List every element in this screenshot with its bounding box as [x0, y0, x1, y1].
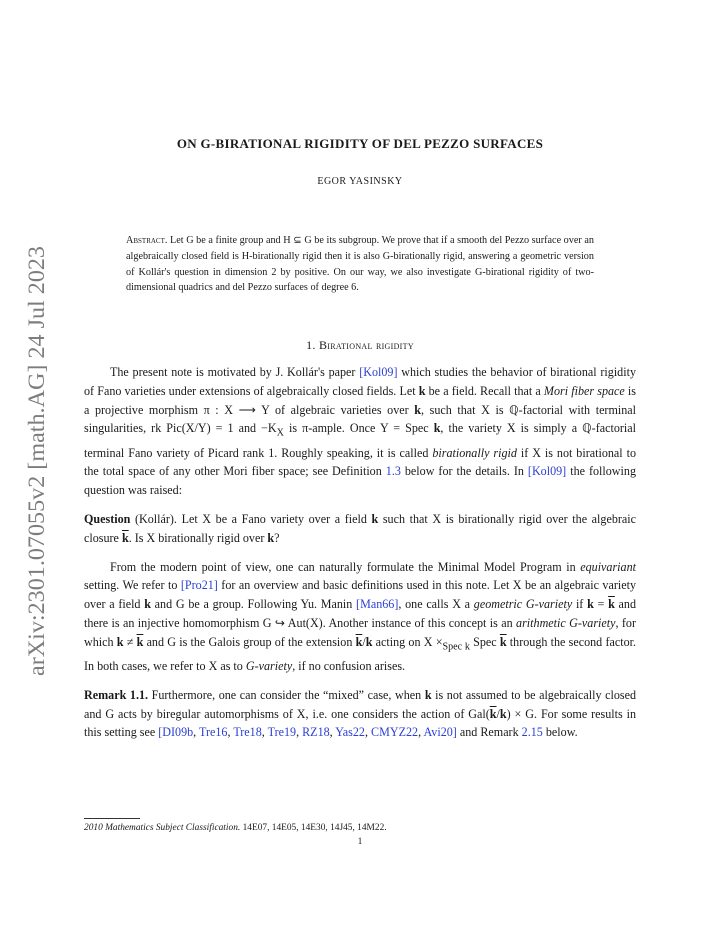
abstract-text: Let G be a finite group and H ⊆ G be its subgroup. We prove that if a smooth del Pezzo surface over an algebraically closed field is H-birationally rigid then it is also G-birationally rigid, answering a geometric version of Kollár's question in dimension 2 by positive. On our way, we also investigate G-birational rigidity of two-dimensional quadrics and del Pezzo surfaces of degree 6.	[126, 235, 594, 294]
citation-link[interactable]: [DI09b	[158, 725, 194, 740]
definition-ref-link[interactable]: 1.3	[385, 464, 401, 479]
body-text	[84, 363, 636, 752]
abstract	[126, 233, 594, 296]
citation-link[interactable]: Tre19	[267, 725, 297, 740]
arxiv-stamp	[8, 240, 56, 680]
citation-link[interactable]: Avi20]	[423, 725, 457, 740]
footnote: 2010 Mathematics Subject Classification. 14E07, 14E05, 14E30, 14J45, 14M22.	[84, 823, 387, 833]
question-block: Question (Kollár). Let X be a Fano variety over a field k such that X is birationally rigid over the algebraic closure $\overline{k}$. Is X birationally rigid over k?	[84, 511, 636, 545]
citation-link[interactable]: Tre16	[199, 725, 228, 740]
citation-link[interactable]: Tre18	[233, 725, 262, 740]
question-label: Question	[84, 511, 131, 526]
page-number: 1	[357, 837, 363, 847]
remark-label: Remark 1.1.	[84, 687, 149, 702]
abstract-label: Abstract.	[126, 235, 168, 246]
citation-link[interactable]: [Pro21]	[180, 578, 218, 593]
section-heading: 1. Birational rigidity	[306, 338, 414, 352]
paper-author: EGOR YASINSKY	[317, 176, 403, 187]
remark-ref-link[interactable]: 2.15	[521, 725, 543, 740]
paragraph-intro: The present note is motivated by J. Kollár's paper [Kol09] which studies the behavior of birational rigidity of Fano varieties under extensions of algebraically closed fields. Let k be a field. Recall that a Mori fiber space is a projective morphism π : X ⟶ Y of algebraic varieties over k, such that X is ℚ-factorial with terminal singularities, rk Pic(X/Y) = 1 and $-K_X$ is π-ample. Once Y = Spec k, the variety X is simply a ℚ-factorial terminal Fano variety of Picard rank 1. Roughly speaking, it is called birationally rigid if X is not birational to the total space of any other Mori fiber space; see Definition 1.3 below for the details. In [Kol09] the following question was raised:	[84, 365, 637, 498]
citation-link[interactable]: [Man66]	[356, 597, 399, 612]
arxiv-stamp-text: arXiv:2301.07055v2 [math.AG] 24 Jul 2023	[24, 265, 49, 676]
citation-link[interactable]: [Kol09]	[359, 365, 398, 379]
citation-link[interactable]: CMYZ22	[371, 725, 419, 740]
remark-block: Remark 1.1. Furthermore, one can consider the “mixed” case, when k is not assumed to be algebraically closed and G acts by biregular automorphisms of X, i.e. one considers the action of $Gal(\overline{k}/k) \times G$. For some results in this setting see [DI09b, Tre16, Tre18, Tre19, RZ18, Yas22, CMYZ22, Avi20] and Remark 2.15 below.	[84, 687, 637, 740]
citation-link[interactable]: RZ18	[302, 725, 330, 740]
paragraph-mmp: From the modern point of view, one can naturally formulate the Minimal Model Program in equivariant setting. We refer to [Pro21] for an overview and basic definitions used in this note. Let X be an algebraic variety over a field k and G be a group. Following Yu. Manin [Man66], one calls X a geometric G-variety if $k = \overline{k}$ and there is an injective homomorphism G ↪ Aut(X). Another instance of this concept is an arithmetic G-variety, for which $k \ne \overline{k}$ and G is the Galois group of the extension $\overline{k}/k$ acting on $X \times_{Spec k}$ Spec $\overline{k}$ through the second factor. In both cases, we refer to X as to G-variety, if no confusion arises.	[84, 559, 637, 673]
footnote-rule	[84, 818, 140, 819]
citation-link[interactable]: [Kol09]	[527, 464, 567, 479]
paper-title: ON G-BIRATIONAL RIGIDITY OF DEL PEZZO SURFACES	[176, 136, 544, 151]
citation-link[interactable]: Yas22	[335, 725, 365, 740]
